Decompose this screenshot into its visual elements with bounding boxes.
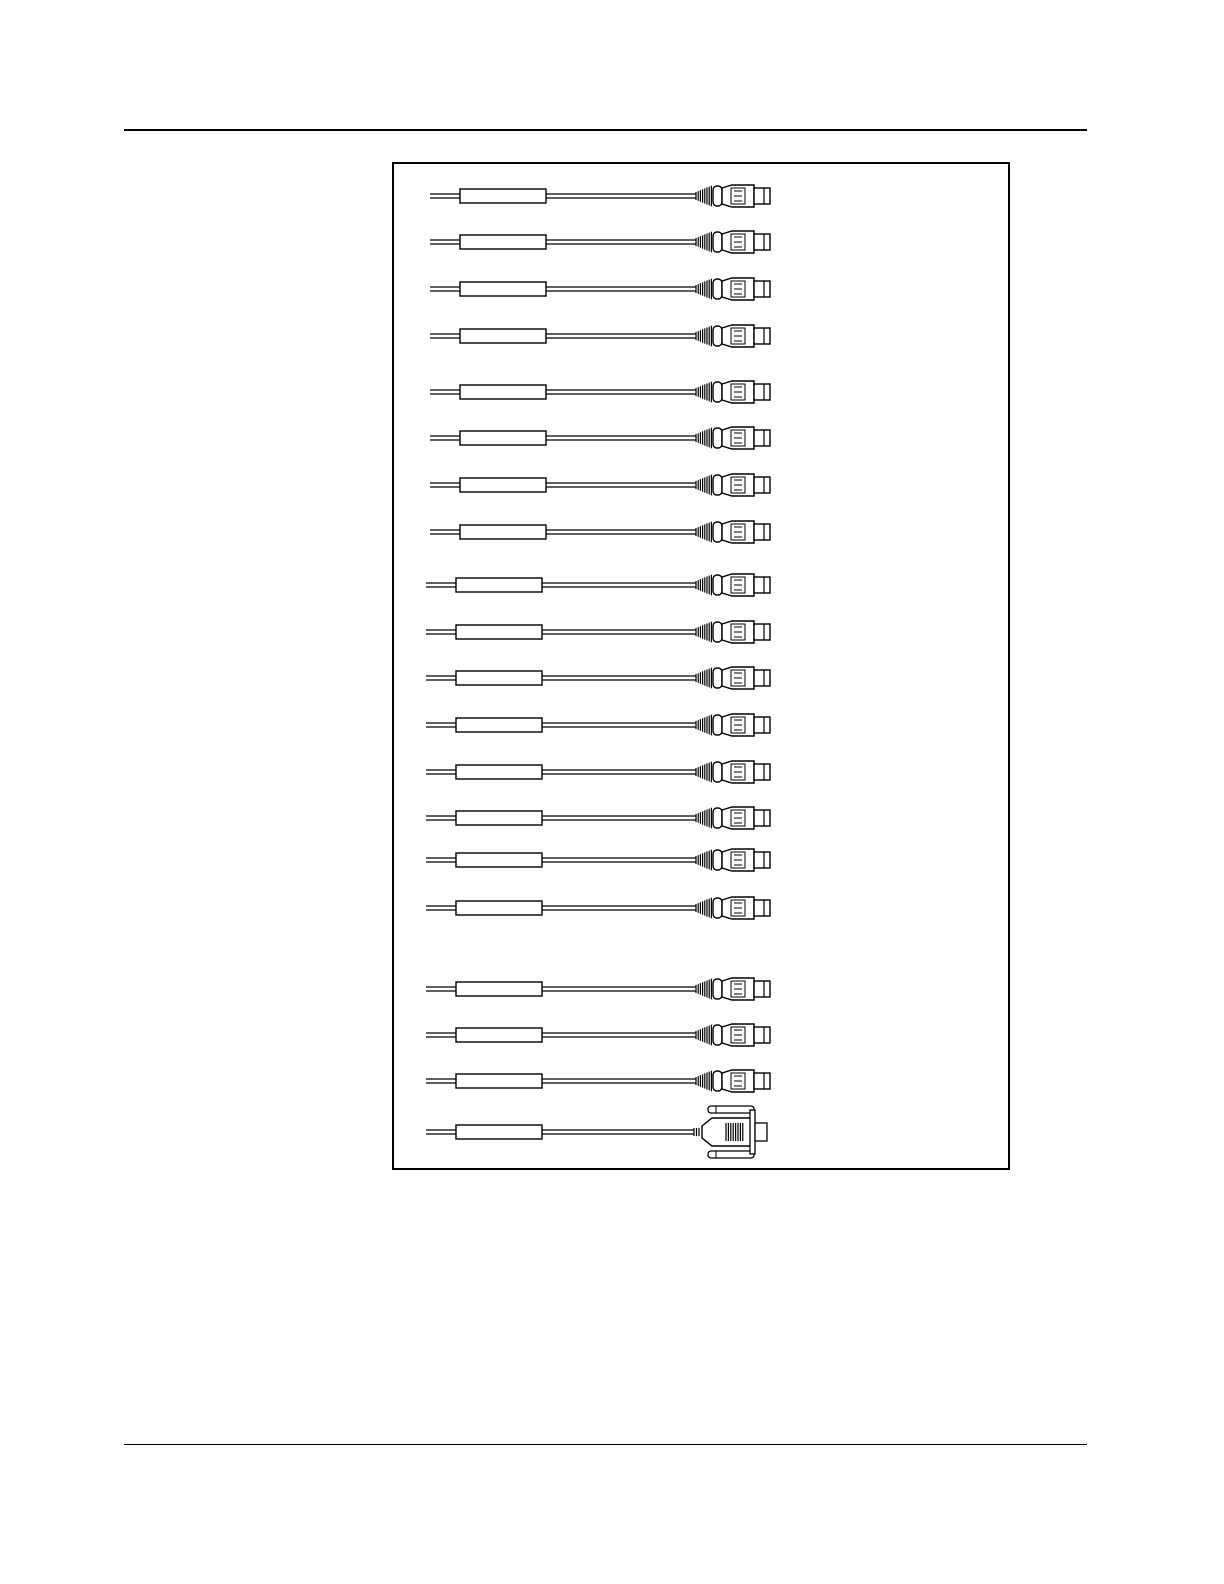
cable-label-sleeve <box>456 671 542 685</box>
cable-assembly <box>426 897 770 919</box>
bnc-icon <box>696 231 770 253</box>
bnc-icon <box>696 978 770 1000</box>
bnc-icon <box>696 807 770 829</box>
cable-assembly <box>426 574 770 596</box>
cable-assembly <box>426 1106 767 1158</box>
cable-assembly <box>426 807 770 829</box>
bnc-icon <box>696 474 770 496</box>
cable-label-sleeve <box>456 1074 542 1088</box>
cable-label-sleeve <box>456 578 542 592</box>
cable-assembly <box>430 381 770 403</box>
cable-assembly <box>426 667 770 689</box>
d-sub-connector-icon <box>694 1106 767 1158</box>
cable-assembly <box>430 278 770 300</box>
cable-drawing <box>394 164 1008 1168</box>
cable-assembly <box>426 1024 770 1046</box>
cable-assembly <box>430 185 770 207</box>
cable-label-sleeve <box>460 385 546 399</box>
cable-label-sleeve <box>460 235 546 249</box>
cable-assembly <box>426 849 770 871</box>
cable-assembly <box>426 1070 770 1092</box>
cable-label-sleeve <box>460 189 546 203</box>
bnc-icon <box>696 667 770 689</box>
bnc-icon <box>696 714 770 736</box>
cable-label-sleeve <box>460 282 546 296</box>
cable-label-sleeve <box>456 625 542 639</box>
cable-label-sleeve <box>456 1125 542 1139</box>
cable-assembly <box>426 621 770 643</box>
bnc-icon <box>696 1070 770 1092</box>
footer-rule <box>124 1444 1087 1445</box>
cable-label-sleeve <box>456 982 542 996</box>
header-rule <box>124 129 1087 131</box>
bnc-icon <box>696 574 770 596</box>
cable-label-sleeve <box>460 525 546 539</box>
cable-label-sleeve <box>460 478 546 492</box>
cable-assembly <box>430 325 770 347</box>
bnc-icon <box>696 427 770 449</box>
cable-assembly <box>430 521 770 543</box>
cable-assembly <box>426 761 770 783</box>
bnc-icon <box>696 897 770 919</box>
cable-label-sleeve <box>460 431 546 445</box>
bnc-icon <box>696 278 770 300</box>
cable-assembly <box>426 714 770 736</box>
bnc-icon <box>696 325 770 347</box>
cable-label-sleeve <box>456 853 542 867</box>
cable-label-sleeve <box>456 811 542 825</box>
bnc-icon <box>696 849 770 871</box>
cable-label-sleeve <box>460 329 546 343</box>
bnc-icon <box>696 1024 770 1046</box>
bnc-icon <box>696 621 770 643</box>
bnc-icon <box>696 381 770 403</box>
cable-assembly <box>430 231 770 253</box>
cable-label-sleeve <box>456 1028 542 1042</box>
cable-assembly <box>430 427 770 449</box>
cable-figure <box>392 162 1010 1170</box>
cable-assembly <box>430 474 770 496</box>
cable-label-sleeve <box>456 901 542 915</box>
cable-assembly <box>426 978 770 1000</box>
bnc-icon <box>696 185 770 207</box>
cable-label-sleeve <box>456 718 542 732</box>
cable-label-sleeve <box>456 765 542 779</box>
bnc-icon <box>696 521 770 543</box>
bnc-icon <box>696 761 770 783</box>
